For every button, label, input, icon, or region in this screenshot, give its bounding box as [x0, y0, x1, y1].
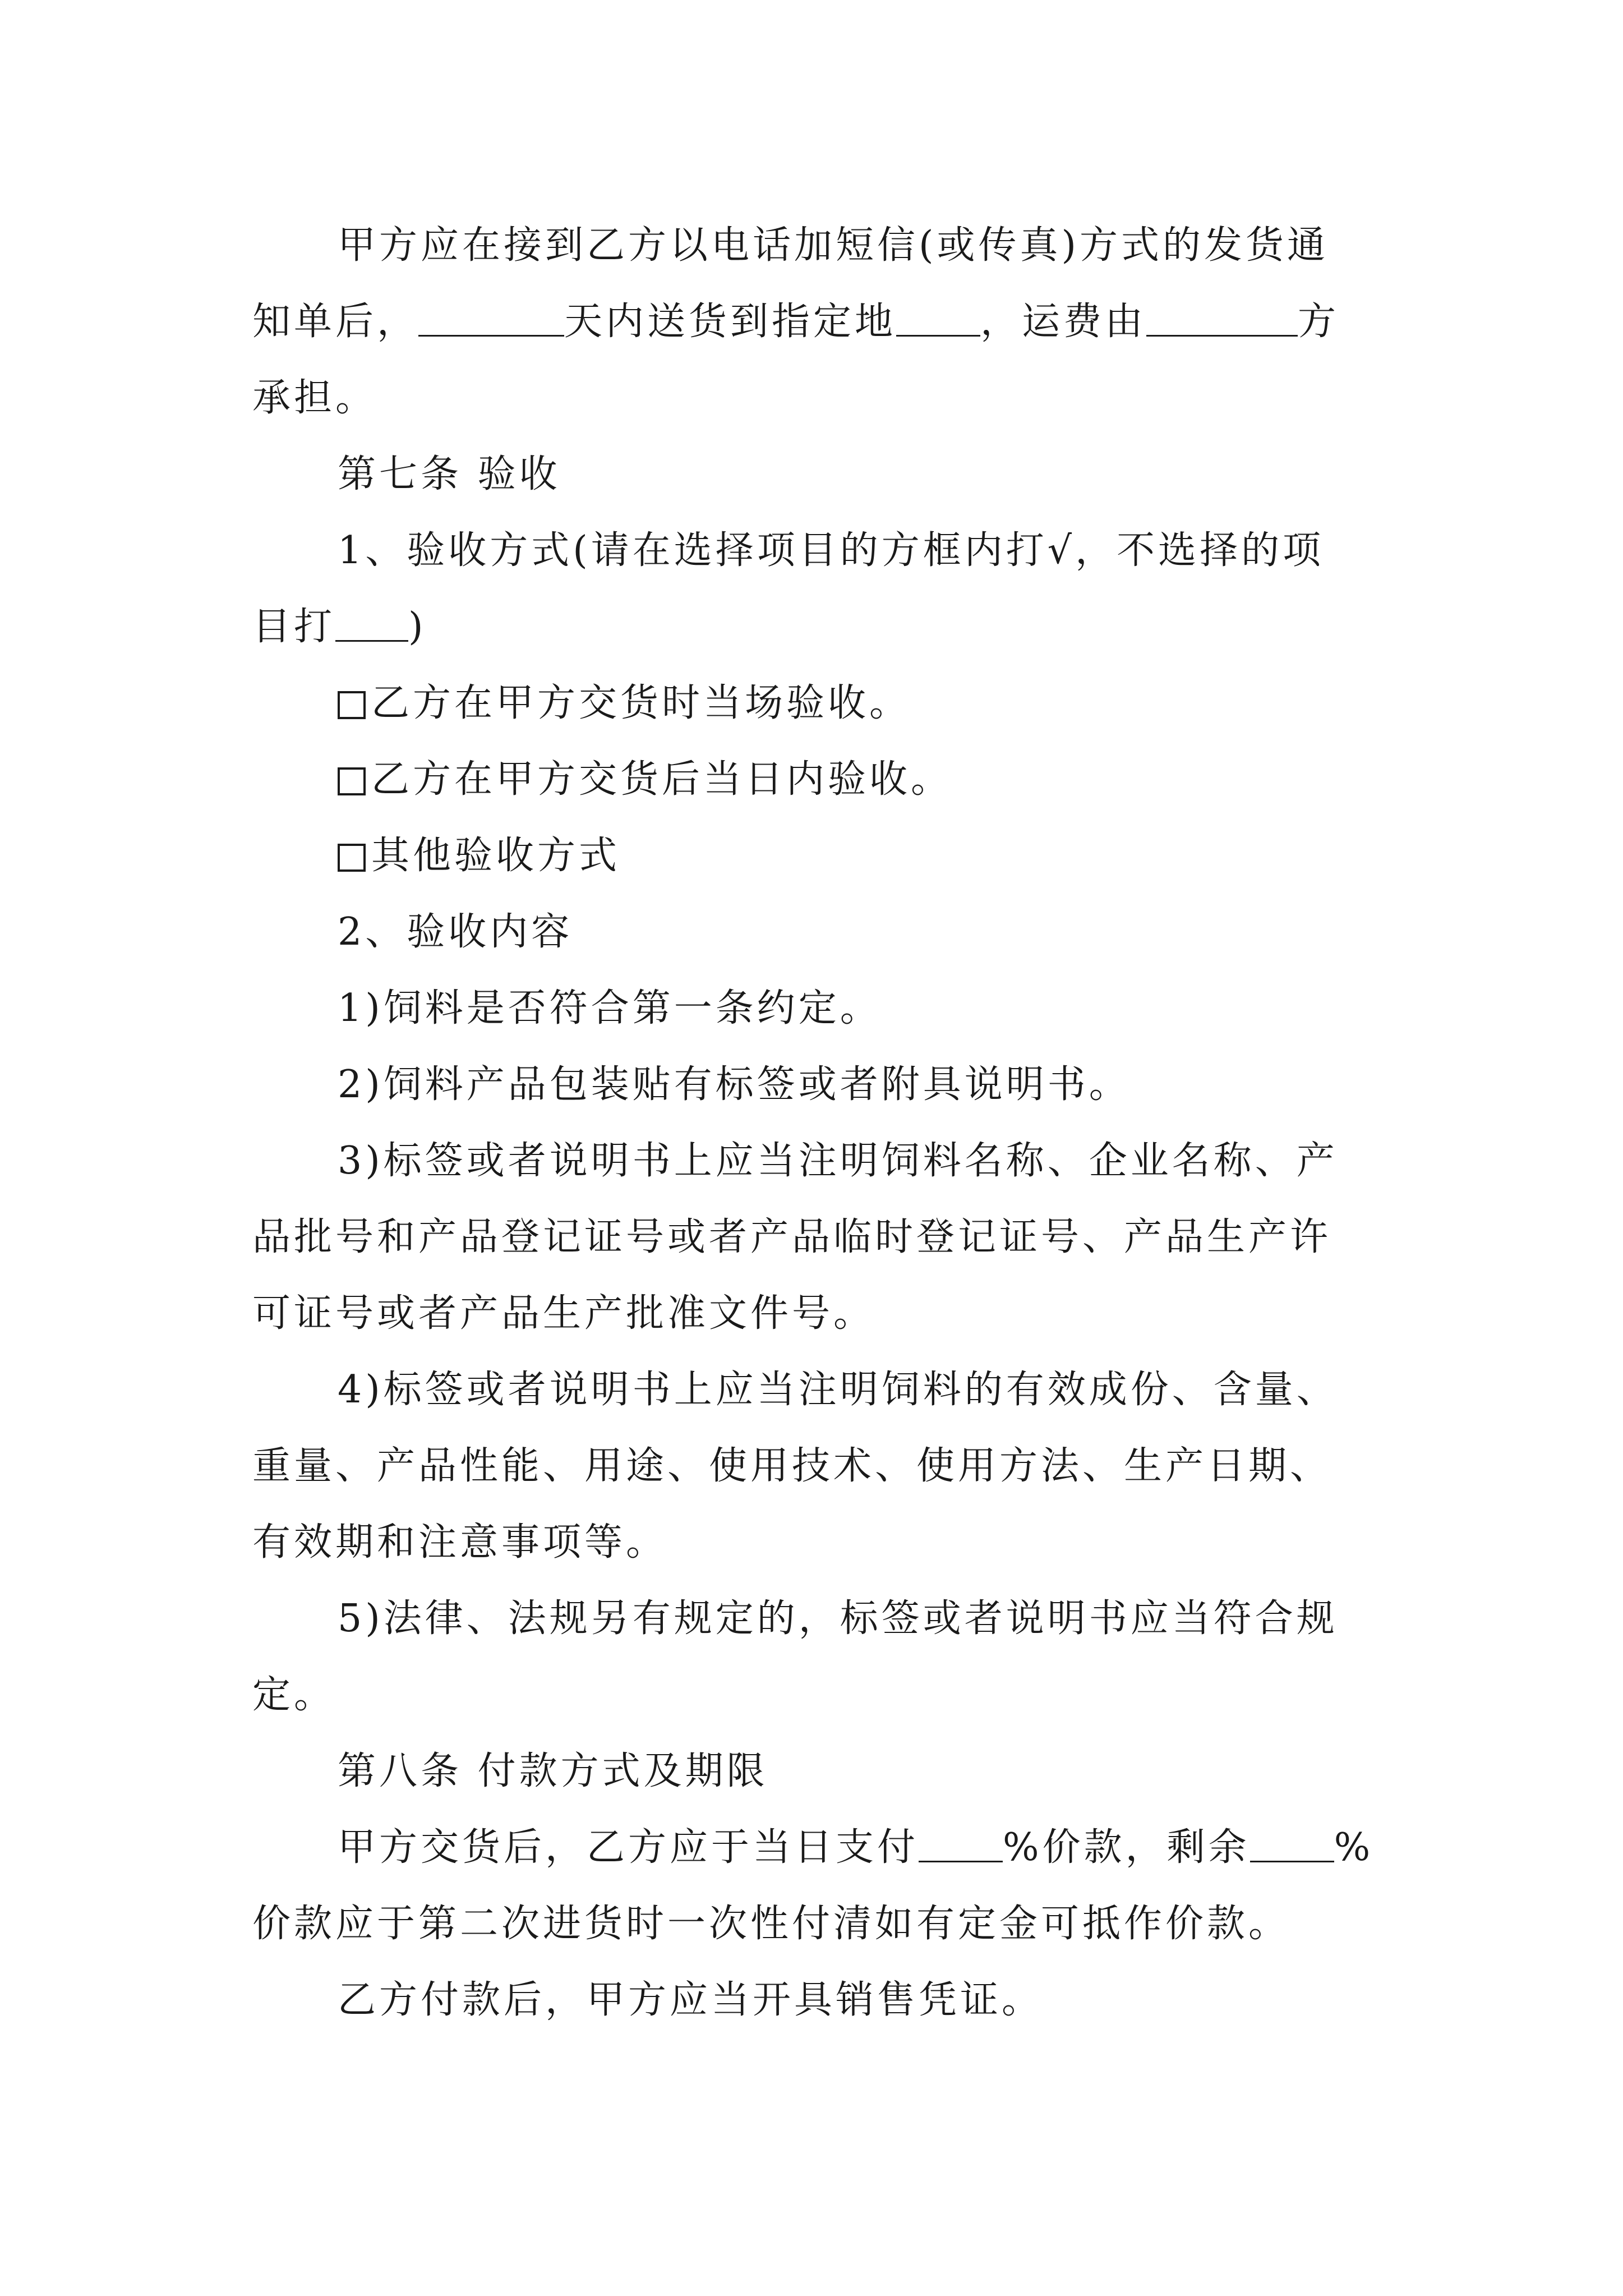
- payment-text-b: %价款，剩余: [1003, 1825, 1250, 1870]
- content-item-4: [252, 1352, 1419, 1581]
- freight-party-blank: [1146, 301, 1298, 337]
- article-8-heading: [252, 1733, 1419, 1810]
- document-body: [252, 208, 1419, 2039]
- acceptance-method: [252, 513, 1419, 665]
- item-4-line-2: 重量、产品性能、用途、使用技术、使用方法、生产日期、: [252, 1444, 1332, 1488]
- item-4-line-1: 4)标签或者说明书上应当注明饲料的有效成份、含量、: [338, 1368, 1338, 1412]
- receipt-text: 乙方付款后，甲方应当开具销售凭证。: [338, 1978, 1044, 2022]
- acceptance-option-2[interactable]: [252, 742, 1419, 818]
- payment-text-c: %: [1334, 1825, 1374, 1870]
- content-item-3: [252, 1123, 1419, 1352]
- option-2-label: 乙方在甲方交货后当日内验收。: [371, 757, 953, 802]
- delivery-text-d: 方: [1298, 300, 1340, 344]
- delivery-line-3: 承担。: [252, 376, 377, 420]
- item-1-text: 1)饲料是否符合第一条约定。: [338, 986, 882, 1030]
- days-blank: [418, 301, 564, 337]
- content-item-1: [252, 970, 1419, 1047]
- checkbox-icon[interactable]: [338, 767, 366, 795]
- acceptance-method-line-1: 1、验收方式(请在选择项目的方框内打√，不选择的项: [338, 528, 1325, 573]
- acceptance-method-line-2: [252, 589, 1419, 665]
- acceptance-option-1[interactable]: [252, 665, 1419, 742]
- payment-paragraph: [252, 1810, 1419, 1962]
- article-7-heading: [252, 436, 1419, 513]
- checkbox-icon[interactable]: [338, 844, 366, 872]
- acceptance-content-heading: [252, 894, 1419, 970]
- content-item-2: [252, 1047, 1419, 1123]
- payment-line-1: [252, 1810, 1419, 1886]
- first-payment-percent-blank: [919, 1827, 1003, 1862]
- item-3-line-2: 品批号和产品登记证号或者产品临时登记证号、产品生产许: [252, 1215, 1332, 1259]
- item-3-line-1: 3)标签或者说明书上应当注明饲料名称、企业名称、产: [338, 1139, 1338, 1183]
- item-2-text: 2)饲料产品包装贴有标签或者附具说明书。: [338, 1062, 1131, 1107]
- item-3-line-3: 可证号或者产品生产批准文件号。: [252, 1291, 875, 1336]
- payment-line-2: 价款应于第二次进货时一次性付清如有定金可抵作价款。: [252, 1902, 1290, 1946]
- article-7-title: 第七条 验收: [338, 452, 561, 496]
- delivery-text-a: 知单后，: [252, 300, 419, 344]
- checkbox-icon[interactable]: [338, 691, 366, 719]
- delivery-line-2: [252, 284, 1419, 360]
- delivery-paragraph: [252, 208, 1419, 436]
- option-3-label: 其他验收方式: [371, 834, 621, 878]
- delivery-text-c: ，运费由: [980, 300, 1147, 344]
- item-5-line-1: 5)法律、法规另有规定的，标签或者说明书应当符合规: [338, 1596, 1338, 1641]
- acceptance-content-title: 2、验收内容: [338, 910, 573, 954]
- content-item-5: [252, 1581, 1419, 1733]
- delivery-line-1: 甲方应在接到乙方以电话加短信(或传真)方式的发货通: [338, 223, 1329, 268]
- mark-blank: [335, 606, 408, 642]
- article-8-title: 第八条 付款方式及期限: [338, 1749, 768, 1793]
- delivery-text-b: 天内送货到指定地: [564, 300, 897, 344]
- item-4-line-3: 有效期和注意事项等。: [252, 1520, 668, 1565]
- payment-text-a: 甲方交货后，乙方应于当日支付: [338, 1825, 919, 1870]
- option-1-label: 乙方在甲方交货时当场验收。: [371, 681, 911, 725]
- acceptance-option-3[interactable]: [252, 818, 1419, 894]
- location-blank: [896, 301, 980, 337]
- acceptance-method-text-b: ): [408, 605, 427, 649]
- acceptance-method-text-a: 目打: [252, 605, 336, 649]
- item-5-line-2: 定。: [252, 1673, 336, 1717]
- remaining-percent-blank: [1250, 1827, 1334, 1862]
- receipt-paragraph: [252, 1962, 1419, 2039]
